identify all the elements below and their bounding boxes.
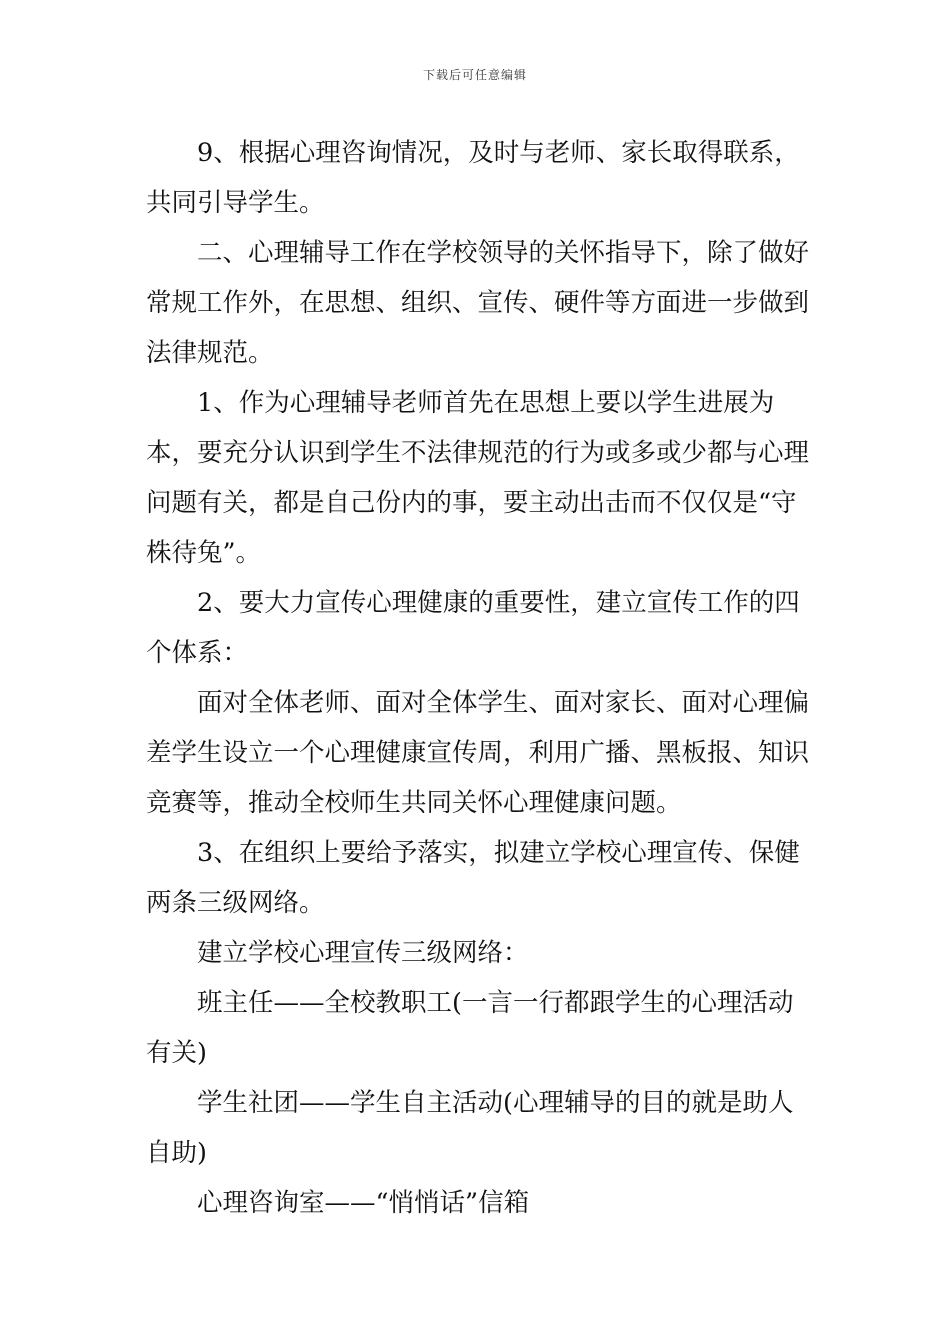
paragraph-network-counseling-room: 心理咨询室——“悄悄话”信箱 [197,1188,530,1218]
paragraph-network-heading: 建立学校心理宣传三级网络： [197,938,529,968]
paragraph-network-head-teacher: 班主任——全校教职工(一言一行都跟学生的心理活动有关) [146,988,794,1068]
paragraph-item-3-organization: 3、在组织上要给予落实，拟建立学校心理宣传、保健两条三级网络。 [146,838,800,918]
document-body [146,128,810,1228]
paragraph-network-student-club: 学生社团——学生自主活动(心理辅导的目的就是助人自助) [146,1088,794,1168]
page-header: 下载后可任意编辑 [422,68,527,82]
paragraph-item-9-contact: 9、根据心理咨询情况，及时与老师、家长取得联系，共同引导学生。 [146,138,800,218]
paragraph-item-1-thinking: 1、作为心理辅导老师首先在思想上要以学生进展为本，要充分认识到学生不法律规范的行为或多或少都与心理问题有关，都是自己份内的事，要主动出击而不仅仅是“守株待兔”。 [146,388,810,568]
paragraph-item-2-publicity: 2、要大力宣传心理健康的重要性，建立宣传工作的四个体系： [146,588,800,668]
paragraph-section-2-heading: 二、心理辅导工作在学校领导的关怀指导下，除了做好常规工作外，在思想、组织、宣传、硬件等方面进一步做到法律规范。 [146,238,810,368]
paragraph-publicity-detail: 面对全体老师、面对全体学生、面对家长、面对心理偏差学生设立一个心理健康宣传周，利用广播、黑板报、知识竞赛等，推动全校师生共同关怀心理健康问题。 [146,688,810,818]
